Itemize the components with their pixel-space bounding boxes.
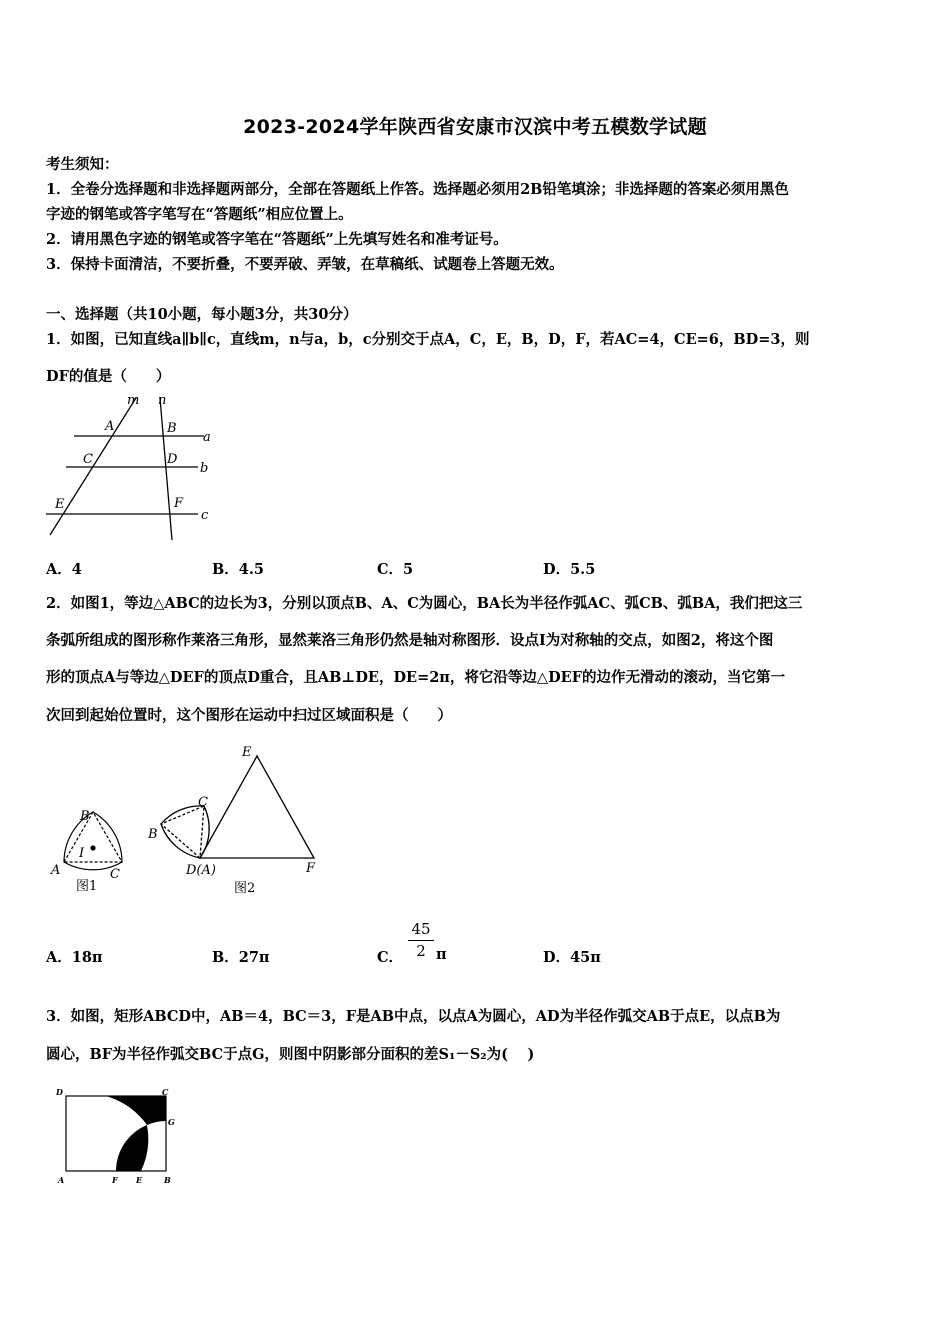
fig2-label-F: F	[306, 861, 316, 876]
fig1-label-B: B	[80, 809, 90, 824]
label-A: A	[58, 1175, 65, 1185]
label-G: G	[168, 1117, 175, 1127]
q2-option-c[interactable]	[377, 946, 403, 967]
triangle-def	[200, 756, 314, 858]
notice-line-1b: 字迹的钢笔或答字笔写在“答题纸”相应位置上。	[46, 206, 353, 223]
center-point-i	[91, 846, 95, 850]
label-E: E	[136, 1175, 143, 1185]
shaded-region-top	[66, 1093, 166, 1125]
inner-triangle-2	[161, 806, 204, 858]
label-c: c	[201, 508, 209, 523]
label-D: D	[56, 1087, 63, 1097]
label-B: B	[167, 421, 177, 436]
label-C: C	[83, 452, 93, 467]
label-b: b	[200, 461, 209, 476]
shaded-region-bottom	[116, 1125, 148, 1171]
notice-line-2: 2．请用黑色字迹的钢笔或答字笔在“答题纸”上先填写姓名和准考证号。	[46, 231, 508, 248]
fig2-label-B: B	[148, 827, 158, 842]
inner-triangle	[64, 812, 122, 862]
notice-line-3: 3．保持卡面清洁，不要折叠，不要弄破、弄皱，在草稿纸、试题卷上答题无效。	[46, 256, 564, 273]
label-E: E	[55, 497, 65, 512]
q3-figure	[52, 1085, 182, 1190]
q1-option-a[interactable]: A．4	[46, 561, 82, 578]
label-F: F	[174, 496, 184, 511]
fig1-caption: 图1	[76, 879, 98, 894]
fraction-denominator: 2	[408, 940, 434, 960]
fraction-numerator: 45	[411, 920, 431, 938]
label-B: B	[164, 1175, 171, 1185]
q2-text-line-3: 形的顶点A与等边△DEF的顶点D重合，且AB⊥DE，DE=2π，将它沿等边△DEF的边作无滑动的滚动，当它第一	[46, 669, 785, 686]
q2-option-b[interactable]: B．27π	[212, 949, 270, 966]
q1-text-line-1: 1．如图，已知直线a∥b∥c，直线m，n与a，b，c分别交于点A，C，E，B，D，F，若AC=4，CE=6，BD=3，则	[46, 331, 810, 348]
fig1-label-A: A	[51, 863, 61, 878]
fig1-label-I: I	[79, 846, 85, 861]
q2-text-line-4: 次回到起始位置时，这个图形在运动中扫过区域面积是（ ）	[46, 707, 452, 724]
q2-option-c-fraction	[408, 920, 434, 960]
fig2-caption: 图2	[234, 881, 256, 896]
label-a: a	[203, 430, 211, 445]
q2-text-line-1: 2．如图1，等边△ABC的边长为3，分别以顶点B、A、C为圆心，BA长为半径作弧AC、弧CB、弧BA，我们把这三	[46, 595, 803, 612]
fig2-label-C: C	[198, 795, 208, 810]
label-A: A	[105, 419, 115, 434]
figure-2	[161, 756, 314, 858]
fig2-label-DA: D(A)	[186, 863, 216, 878]
figure-1	[64, 812, 122, 870]
q3-text-line-1: 3．如图，矩形ABCD中，AB＝4，BC＝3，F是AB中点，以点A为圆心，AD为半径作弧交AB于点E，以点B为	[46, 1008, 781, 1025]
q1-option-c[interactable]: C．5	[377, 561, 414, 578]
q1-figure	[40, 390, 220, 550]
label-m: m	[127, 393, 140, 408]
label-C: C	[162, 1087, 169, 1097]
reuleaux-triangle	[64, 812, 122, 870]
label-D: D	[167, 452, 178, 467]
page-title: 2023-2024学年陕西省安康市汉滨中考五模数学试题	[243, 116, 707, 138]
q2-option-a[interactable]: A．18π	[46, 949, 103, 966]
q2-option-c-pi: π	[436, 946, 447, 963]
line-n	[160, 398, 172, 540]
label-n: n	[158, 393, 167, 408]
q1-text-line-2: DF的值是（ ）	[46, 368, 171, 385]
section-heading: 一、选择题（共10小题，每小题3分，共30分）	[46, 306, 358, 323]
label-F: F	[112, 1175, 118, 1185]
q3-text-line-2: 圆心，BF为半径作弧交BC于点G，则图中阴影部分面积的差S₁－S₂为( )	[46, 1046, 535, 1063]
notice-line-1: 1．全卷分选择题和非选择题两部分，全部在答题纸上作答。选择题必须用2B铅笔填涂；非选择题的答案必须用黑色	[46, 181, 789, 198]
q1-option-b[interactable]: B．4.5	[212, 561, 264, 578]
q1-option-d[interactable]: D．5.5	[543, 561, 596, 578]
q2-figure	[44, 740, 334, 900]
q2-option-c-prefix: C．	[377, 949, 404, 966]
fig1-label-C: C	[110, 867, 120, 882]
q2-text-line-2: 条弧所组成的图形称作莱洛三角形，显然莱洛三角形仍然是轴对称图形．设点I为对称轴的交点，如图2，将这个图	[46, 632, 774, 649]
notice-heading: 考生须知：	[46, 156, 119, 173]
q2-option-d[interactable]: D．45π	[543, 949, 601, 966]
fig2-label-E: E	[242, 745, 252, 760]
